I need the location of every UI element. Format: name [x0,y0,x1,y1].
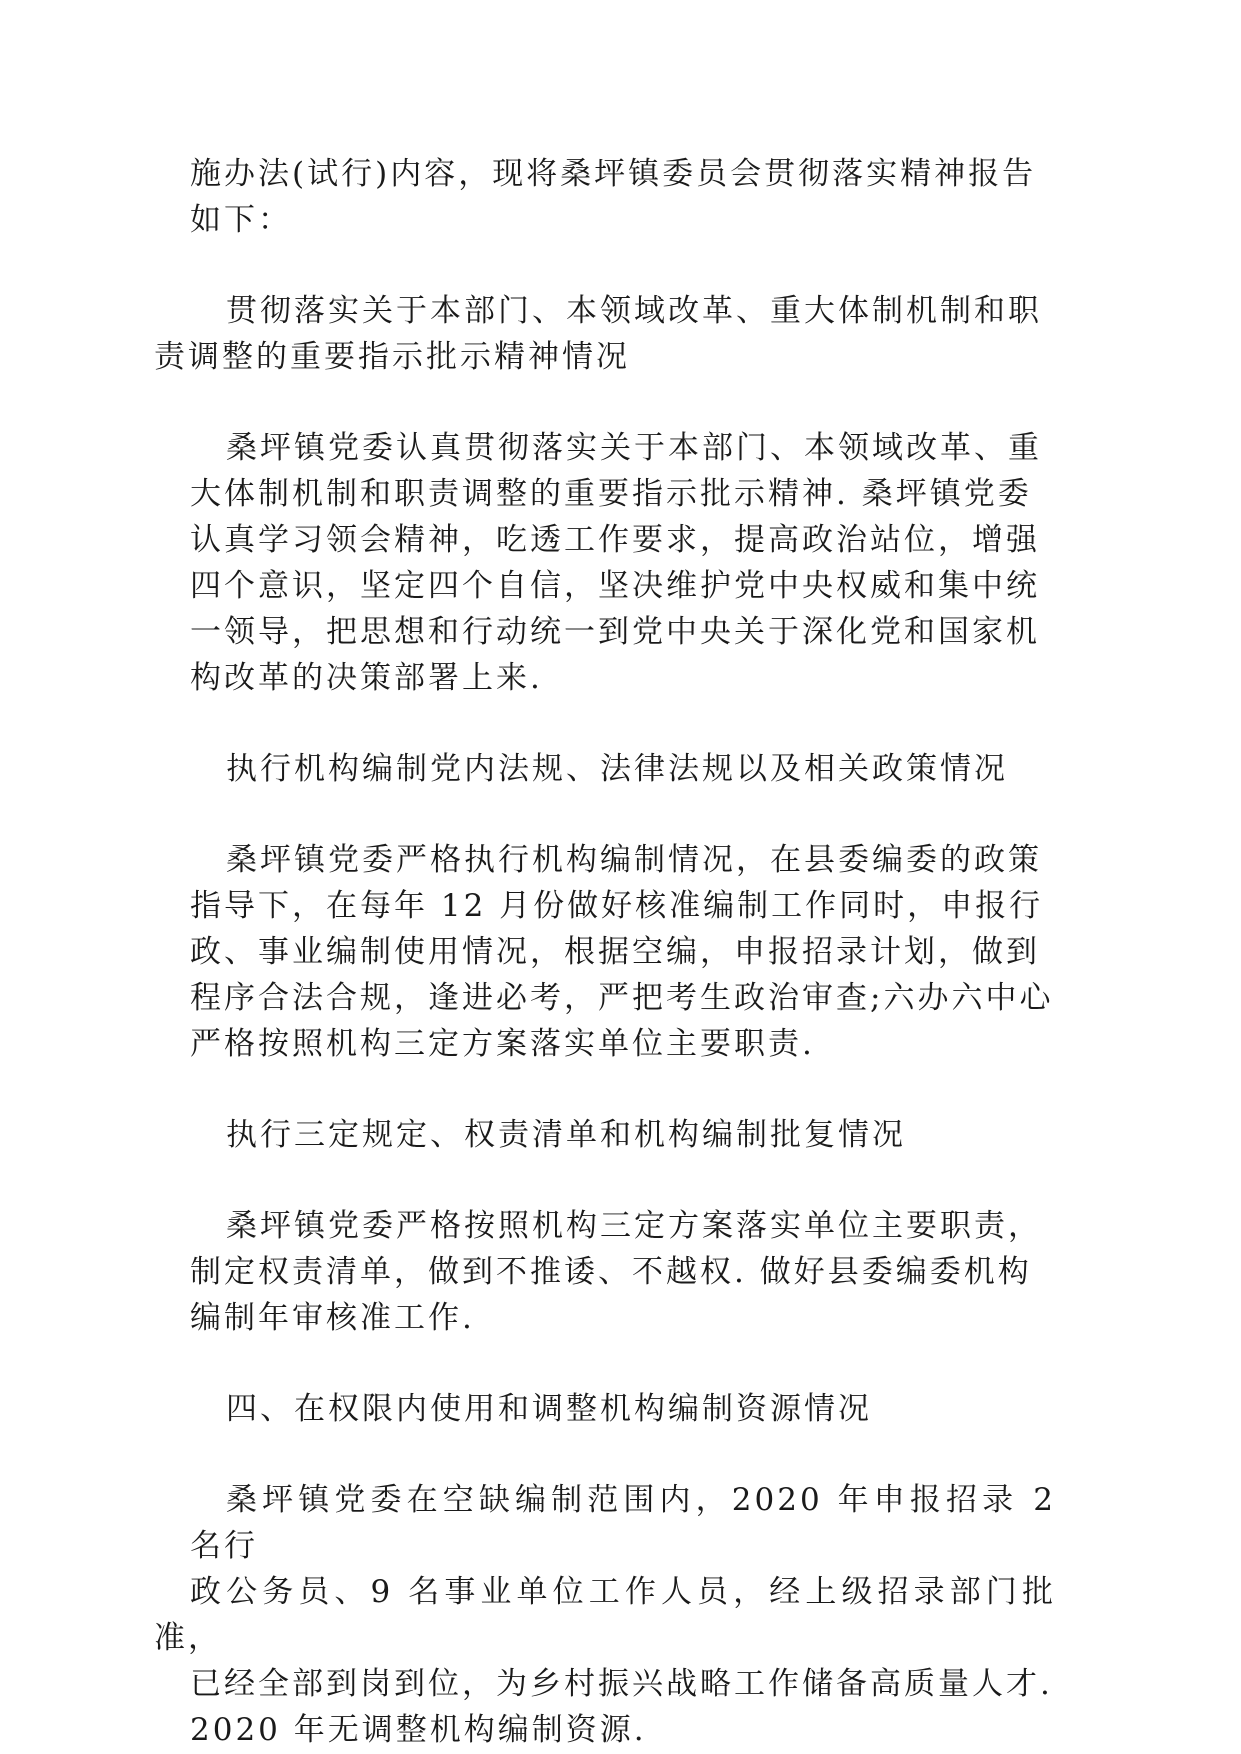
section-heading-3 [190,1112,1056,1158]
paragraph-gap [190,380,1056,425]
paragraph-gap [190,1341,1056,1386]
text-line: 政公务员、9 名事业单位工作人员，经上级招录部门批准， [154,1574,1056,1656]
text-line: 四、在权限内使用和调整机构编制资源情况 [226,1391,872,1427]
text-line: 一领导，把思想和行动统一到党中央关于深化党和国家机 [190,614,1040,650]
text-line: 已经全部到岗到位，为乡村振兴战略工作储备高质量人才. [190,1666,1053,1702]
text-line: 执行三定规定、权责清单和机构编制批复情况 [226,1117,906,1153]
section-body-2 [190,837,1056,1067]
text-line: 桑坪镇党委在空缺编制范围内，2020 年申报招录 2 名行 [190,1482,1056,1564]
section-body-1 [190,425,1056,701]
paragraph-gap [190,1432,1056,1477]
text-line: 编制年审核准工作. [190,1300,475,1336]
text-line: 如下： [190,202,292,238]
paragraph-gap [190,701,1056,746]
text-line: 桑坪镇党委严格按照机构三定方案落实单位主要职责， [226,1208,1042,1244]
text-line: 桑坪镇党委认真贯彻落实关于本部门、本领域改革、重 [226,430,1042,466]
document-page [154,151,1056,1753]
paragraph-gap [190,1158,1056,1203]
text-line: 大体制机制和职责调整的重要指示批示精神. 桑坪镇党委 [190,476,1032,512]
text-line: 制定权责清单，做到不推诿、不越权. 做好县委编委机构 [190,1254,1032,1290]
section-body-4 [154,1477,1056,1753]
text-line: 构改革的决策部署上来. [190,660,543,696]
text-line: 贯彻落实关于本部门、本领域改革、重大体制机制和职 [226,293,1042,329]
section-heading-1 [154,288,1056,380]
paragraph-gap [190,1067,1056,1112]
text-line: 指导下，在每年 12 月份做好核准编制工作同时，申报行 [190,888,1044,924]
text-line: 施办法(试行)内容，现将桑坪镇委员会贯彻落实精神报告 [190,156,1037,192]
paragraph-gap [190,243,1056,288]
text-line: 桑坪镇党委严格执行机构编制情况，在县委编委的政策 [226,842,1042,878]
text-line: 四个意识，坚定四个自信，坚决维护党中央权威和集中统 [190,568,1040,604]
text-line: 政、事业编制使用情况，根据空编，申报招录计划，做到 [190,934,1040,970]
text-line: 认真学习领会精神，吃透工作要求，提高政治站位，增强 [190,522,1040,558]
section-heading-2 [190,746,1056,792]
section-body-3 [190,1203,1056,1341]
text-line: 程序合法合规，逢进必考，严把考生政治审查;六办六中心 [190,980,1054,1016]
text-line: 执行机构编制党内法规、法律法规以及相关政策情况 [226,751,1008,787]
text-line: 严格按照机构三定方案落实单位主要职责. [190,1026,815,1062]
text-line: 2020 年无调整机构编制资源. [190,1712,647,1748]
intro-paragraph [190,151,1056,243]
paragraph-gap [190,792,1056,837]
text-line: 责调整的重要指示批示精神情况 [154,339,630,375]
section-heading-4 [190,1386,1056,1432]
